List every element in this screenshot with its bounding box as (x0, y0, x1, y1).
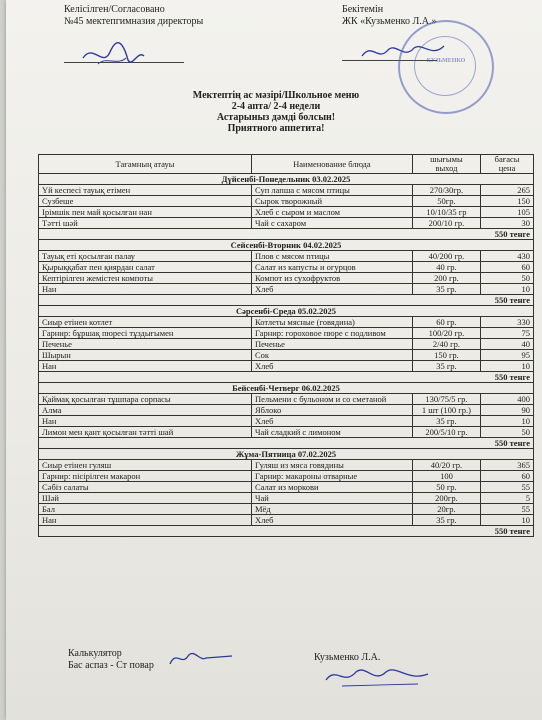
dish-name-kz: Тауық еті қосылған палау (39, 251, 252, 262)
dish-name-ru: Пельмени с бульоном и со сметаной (251, 394, 412, 405)
dish-row (39, 207, 534, 218)
dish-portion: 150 гр. (412, 350, 480, 361)
dish-name-ru: Котлеты мясные (говядина) (251, 317, 412, 328)
dish-price: 50 (481, 427, 534, 438)
footer-left (68, 648, 154, 672)
dish-row (39, 328, 534, 339)
dish-name-kz: Шәй (39, 493, 252, 504)
day-title: Жұма-Пятница 07.02.2025 (39, 449, 534, 460)
approved-block (342, 4, 437, 28)
dish-name-ru: Гарнир: макароны отварные (251, 471, 412, 482)
col-out-top: шығымы (430, 154, 463, 164)
agreed-label: Келісілген/Согласовано (64, 4, 165, 15)
day-total-row (39, 526, 534, 537)
dish-row (39, 317, 534, 328)
dish-price: 330 (481, 317, 534, 328)
dish-name-ru: Хлеб (251, 416, 412, 427)
dish-portion: 50гр. (412, 196, 480, 207)
dish-name-kz: Бал (39, 504, 252, 515)
day-total: 550 тенге (39, 372, 534, 383)
day-title: Сәрсенбі-Среда 05.02.2025 (39, 306, 534, 317)
dish-name-ru: Хлеб (251, 361, 412, 372)
dish-name-ru: Гарнир: гороховое пюре с подливом (251, 328, 412, 339)
day-total: 550 тенге (39, 229, 534, 240)
title-line-3: Астарыныз дәмді болсын! (216, 112, 336, 123)
agreed-director: №45 мектепгимназия директоры (64, 16, 204, 27)
dish-portion: 100 (412, 471, 480, 482)
dish-row (39, 394, 534, 405)
dish-price: 400 (481, 394, 534, 405)
dish-name-kz: Қаймақ қосылған тұшпара сорпасы (39, 394, 252, 405)
dish-name-kz: Гарнир: пісірілген макарон (39, 471, 252, 482)
dish-name-ru: Печенье (251, 339, 412, 350)
dish-portion: 200гр. (412, 493, 480, 504)
dish-portion: 2/40 гр. (412, 339, 480, 350)
dish-price: 55 (481, 504, 534, 515)
dish-name-kz: Нан (39, 361, 252, 372)
director-signature (78, 38, 148, 72)
dish-name-kz: Алма (39, 405, 252, 416)
day-total: 550 тенге (39, 526, 534, 537)
col-price-bottom: цена (498, 163, 516, 173)
dish-name-kz: Печенье (39, 339, 252, 350)
dish-name-kz: Сиыр етінен гуляш (39, 460, 252, 471)
dish-price: 95 (481, 350, 534, 361)
dish-portion: 200 гр. (412, 273, 480, 284)
dish-row (39, 460, 534, 471)
dish-portion: 40/20 гр. (412, 460, 480, 471)
dish-price: 90 (481, 405, 534, 416)
dish-row (39, 251, 534, 262)
col-kz-header: Тағамның атауы (39, 155, 252, 174)
footer-right-name: Кузьменко Л.А. (314, 652, 381, 663)
dish-price: 10 (481, 515, 534, 526)
dish-portion: 35 гр. (412, 515, 480, 526)
dish-row (39, 262, 534, 273)
dish-portion: 130/75/5 гр. (412, 394, 480, 405)
approved-owner: ЖК «Кузьменко Л.А.» (342, 16, 437, 27)
dish-price: 10 (481, 284, 534, 295)
dish-price: 105 (481, 207, 534, 218)
dish-row (39, 493, 534, 504)
dish-row (39, 218, 534, 229)
day-heading-row (39, 240, 534, 251)
dish-price: 50 (481, 273, 534, 284)
dish-row (39, 515, 534, 526)
footer-calculator: Калькулятор (68, 648, 122, 659)
dish-name-kz: Ірімшік пен май қосылған нан (39, 207, 252, 218)
dish-name-kz: Сиыр етінен котлет (39, 317, 252, 328)
agreed-block (64, 4, 203, 28)
dish-name-kz: Нан (39, 515, 252, 526)
dish-row (39, 273, 534, 284)
menu-title (156, 90, 396, 134)
day-heading-row (39, 306, 534, 317)
dish-price: 10 (481, 361, 534, 372)
dish-name-ru: Яблоко (251, 405, 412, 416)
dish-row (39, 196, 534, 207)
title-line-4: Приятного аппетита! (227, 123, 325, 134)
dish-name-ru: Плов с мясом птицы (251, 251, 412, 262)
dish-price: 10 (481, 416, 534, 427)
dish-portion: 40 гр. (412, 262, 480, 273)
dish-portion: 200/10 гр. (412, 218, 480, 229)
col-out-bottom: выход (435, 163, 458, 173)
dish-row (39, 185, 534, 196)
dish-row (39, 339, 534, 350)
dish-price: 265 (481, 185, 534, 196)
approved-label: Бекітемін (342, 4, 384, 15)
dish-row (39, 284, 534, 295)
dish-name-ru: Компот из сухофруктов (251, 273, 412, 284)
footer-signature (322, 662, 432, 690)
dish-name-ru: Суп лапша с мясом птицы (251, 185, 412, 196)
dish-price: 60 (481, 262, 534, 273)
dish-portion: 200/5/10 гр. (412, 427, 480, 438)
dish-name-ru: Мёд (251, 504, 412, 515)
footer-chef: Бас аспаз - Ст повар (68, 660, 154, 671)
dish-row (39, 427, 534, 438)
day-heading-row (39, 449, 534, 460)
day-total: 550 тенге (39, 295, 534, 306)
dish-name-kz: Үй кеспесі тауық етімен (39, 185, 252, 196)
dish-price: 150 (481, 196, 534, 207)
dish-name-kz: Тәтті шәй (39, 218, 252, 229)
dish-portion: 40/200 гр. (412, 251, 480, 262)
dish-name-ru: Хлеб (251, 515, 412, 526)
menu-table (38, 154, 534, 537)
dish-portion: 35 гр. (412, 284, 480, 295)
day-total: 550 тенге (39, 438, 534, 449)
dish-portion: 20гр. (412, 504, 480, 515)
dish-row (39, 504, 534, 515)
dish-portion: 10/10/35 гр (412, 207, 480, 218)
day-title: Бейсенбі-Четверг 06.02.2025 (39, 383, 534, 394)
title-line-1: Мектептің ас мәзірі/Школьное меню (192, 90, 360, 101)
day-heading-row (39, 383, 534, 394)
dish-name-kz: Лимон мен қант қосылған тәтті шай (39, 427, 252, 438)
dish-price: 75 (481, 328, 534, 339)
dish-row (39, 361, 534, 372)
dish-row (39, 350, 534, 361)
day-title: Дүйсенбі-Понедельник 03.02.2025 (39, 174, 534, 185)
chef-signature (166, 648, 236, 670)
menu-document (6, 0, 542, 720)
day-total-row (39, 438, 534, 449)
dish-name-kz: Сузбеше (39, 196, 252, 207)
dish-price: 5 (481, 493, 534, 504)
header-row (39, 155, 534, 174)
dish-name-kz: Гарнир: бұршақ пюресі тұздығымен (39, 328, 252, 339)
dish-name-kz: Кептірілген жемістен компоты (39, 273, 252, 284)
dish-portion: 35 гр. (412, 361, 480, 372)
dish-portion: 50 гр. (412, 482, 480, 493)
dish-name-kz: Қырыққабат пен қиярдан салат (39, 262, 252, 273)
dish-row (39, 471, 534, 482)
col-price-header (481, 155, 534, 174)
dish-name-ru: Чай сладкий с лимоном (251, 427, 412, 438)
dish-portion: 270/30гр. (412, 185, 480, 196)
dish-price: 40 (481, 339, 534, 350)
dish-name-ru: Хлеб (251, 284, 412, 295)
dish-name-ru: Чай (251, 493, 412, 504)
dish-price: 30 (481, 218, 534, 229)
dish-name-ru: Хлеб с сыром и маслом (251, 207, 412, 218)
dish-name-ru: Салат из моркови (251, 482, 412, 493)
day-total-row (39, 372, 534, 383)
dish-row (39, 405, 534, 416)
dish-name-ru: Сырок творожный (251, 196, 412, 207)
day-total-row (39, 229, 534, 240)
title-line-2: 2-4 апта/ 2-4 недели (231, 101, 321, 112)
dish-name-ru: Сок (251, 350, 412, 361)
dish-name-kz: Сәбіз салаты (39, 482, 252, 493)
col-ru-header: Наименование блюда (251, 155, 412, 174)
dish-name-ru: Салат из капусты и огурцов (251, 262, 412, 273)
day-total-row (39, 295, 534, 306)
dish-name-ru: Гуляш из мяса говядины (251, 460, 412, 471)
dish-name-kz: Нан (39, 284, 252, 295)
dish-name-ru: Чай с сахаром (251, 218, 412, 229)
day-title: Сейсенбі-Вторник 04.02.2025 (39, 240, 534, 251)
col-out-header (412, 155, 480, 174)
dish-portion: 35 гр. (412, 416, 480, 427)
col-price-top: бағасы (494, 154, 520, 164)
dish-price: 60 (481, 471, 534, 482)
dish-portion: 60 гр. (412, 317, 480, 328)
dish-row (39, 482, 534, 493)
seal-stamp (398, 20, 494, 114)
dish-price: 365 (481, 460, 534, 471)
dish-price: 55 (481, 482, 534, 493)
dish-price: 430 (481, 251, 534, 262)
dish-row (39, 416, 534, 427)
dish-name-kz: Шырын (39, 350, 252, 361)
day-heading-row (39, 174, 534, 185)
dish-portion: 100/20 гр. (412, 328, 480, 339)
dish-portion: 1 шт (100 гр.) (412, 405, 480, 416)
stamp-text: КУЗЬМЕНКО (426, 58, 466, 64)
dish-name-kz: Нан (39, 416, 252, 427)
